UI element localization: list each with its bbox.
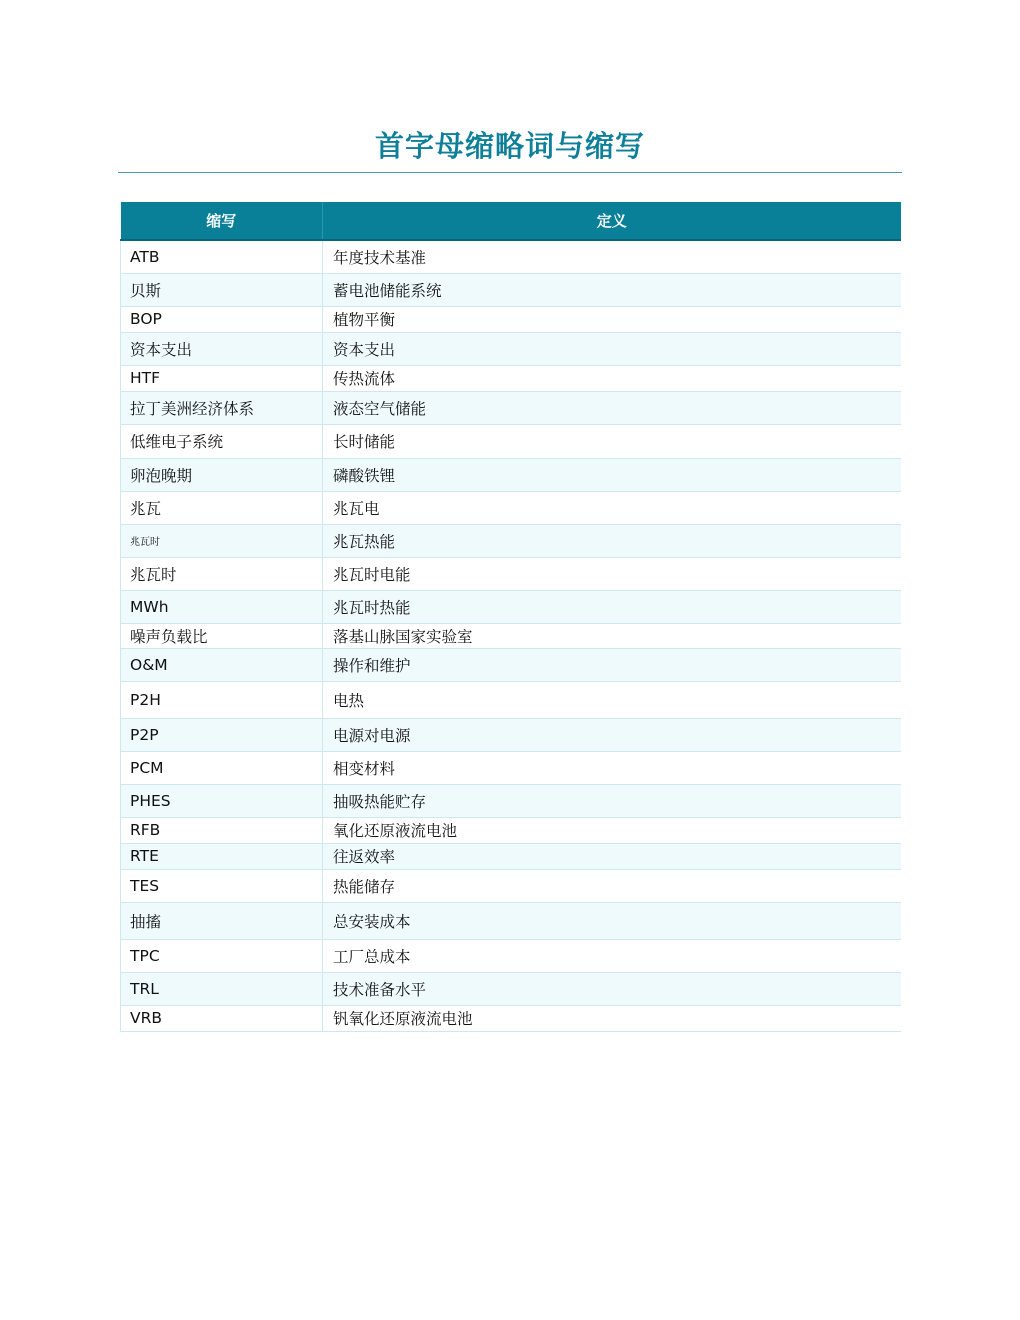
definition-cell: 兆瓦电 <box>323 491 901 524</box>
definition-cell: 钒氧化还原液流电池 <box>323 1005 901 1031</box>
table-row <box>121 1005 901 1031</box>
table-row <box>121 869 901 902</box>
definition-cell: 热能储存 <box>323 869 901 902</box>
definition-cell: 抽吸热能贮存 <box>323 784 901 817</box>
definition-cell: 落基山脉国家实验室 <box>323 623 901 648</box>
abbreviation-cell: HTF <box>121 365 323 391</box>
definition-cell: 兆瓦热能 <box>323 524 901 557</box>
definition-cell: 电热 <box>323 681 901 718</box>
abbreviation-cell: PHES <box>121 784 323 817</box>
abbreviation-cell: 兆瓦时 <box>121 524 323 557</box>
abbreviation-cell: 抽搐 <box>121 902 323 939</box>
abbreviation-cell: O&M <box>121 648 323 681</box>
table-row <box>121 365 901 391</box>
abbreviation-cell: MWh <box>121 590 323 623</box>
table-row <box>121 817 901 843</box>
definition-cell: 年度技术基准 <box>323 240 901 273</box>
abbreviation-cell: VRB <box>121 1005 323 1031</box>
abbreviation-cell: 贝斯 <box>121 273 323 306</box>
abbreviation-cell: RTE <box>121 843 323 869</box>
title-divider <box>118 172 902 173</box>
abbreviation-cell: 卵泡晚期 <box>121 458 323 491</box>
table-header-row <box>121 202 901 240</box>
table-row <box>121 391 901 424</box>
abbreviation-cell: PCM <box>121 751 323 784</box>
definition-cell: 磷酸铁锂 <box>323 458 901 491</box>
table-row <box>121 939 901 972</box>
definition-cell: 电源对电源 <box>323 718 901 751</box>
abbreviation-cell: 资本支出 <box>121 332 323 365</box>
table-row <box>121 557 901 590</box>
definition-cell: 长时储能 <box>323 424 901 458</box>
abbreviation-cell: BOP <box>121 306 323 332</box>
table-row <box>121 623 901 648</box>
page-title: 首字母缩略词与缩写 <box>374 129 645 163</box>
abbreviation-cell: 拉丁美洲经济体系 <box>121 391 323 424</box>
column-header-abbreviation: 缩写 <box>121 202 323 240</box>
table-row <box>121 458 901 491</box>
definition-cell: 资本支出 <box>323 332 901 365</box>
table-row <box>121 784 901 817</box>
abbreviation-cell: TRL <box>121 972 323 1005</box>
definition-cell: 植物平衡 <box>323 306 901 332</box>
definition-cell: 操作和维护 <box>323 648 901 681</box>
table-row <box>121 273 901 306</box>
abbreviation-cell: 噪声负载比 <box>121 623 323 648</box>
table-row <box>121 332 901 365</box>
abbreviation-cell: TPC <box>121 939 323 972</box>
table-row <box>121 751 901 784</box>
definition-cell: 传热流体 <box>323 365 901 391</box>
table-row <box>121 491 901 524</box>
definition-cell: 技术准备水平 <box>323 972 901 1005</box>
table-row <box>121 681 901 718</box>
table-row <box>121 240 901 273</box>
definition-cell: 往返效率 <box>323 843 901 869</box>
abbreviation-cell: P2H <box>121 681 323 718</box>
abbreviation-cell: ATB <box>121 240 323 273</box>
table-row <box>121 718 901 751</box>
abbreviation-cell: 兆瓦 <box>121 491 323 524</box>
abbreviation-cell: P2P <box>121 718 323 751</box>
table-row <box>121 648 901 681</box>
table-row <box>121 424 901 458</box>
table-row <box>121 972 901 1005</box>
definition-cell: 液态空气储能 <box>323 391 901 424</box>
table-row <box>121 306 901 332</box>
definition-cell: 相变材料 <box>323 751 901 784</box>
abbreviation-cell: TES <box>121 869 323 902</box>
definition-cell: 蓄电池储能系统 <box>323 273 901 306</box>
abbreviation-cell: 低维电子系统 <box>121 424 323 458</box>
definition-cell: 兆瓦时电能 <box>323 557 901 590</box>
definition-cell: 总安装成本 <box>323 902 901 939</box>
definition-cell: 工厂总成本 <box>323 939 901 972</box>
abbreviation-cell: 兆瓦时 <box>121 557 323 590</box>
definition-cell: 氧化还原液流电池 <box>323 817 901 843</box>
column-header-definition: 定义 <box>323 202 901 240</box>
table-row <box>121 902 901 939</box>
table-row <box>121 843 901 869</box>
table-row <box>121 590 901 623</box>
abbreviation-cell: RFB <box>121 817 323 843</box>
table-row <box>121 524 901 557</box>
definition-cell: 兆瓦时热能 <box>323 590 901 623</box>
abbreviations-table <box>120 202 901 1032</box>
